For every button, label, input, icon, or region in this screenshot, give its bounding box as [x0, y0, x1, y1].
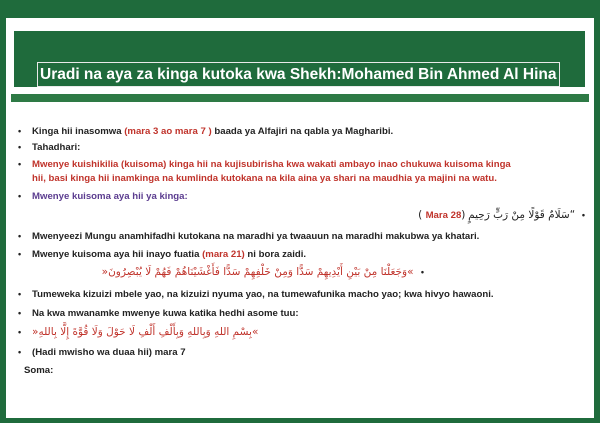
- bismillah-quote-open: «: [251, 326, 259, 338]
- bullet: •: [18, 191, 22, 201]
- salamun-mara-label: Mara 28: [425, 210, 462, 221]
- item-tumeweka: [18, 288, 578, 301]
- item-hifadhi: [18, 230, 578, 243]
- item-warning-cont: [18, 172, 592, 185]
- bismillah-arabic: بِسْمِ اللهِ وَبِاللهِ وَبِأَلْفِ أَلْفِ لَا حَوْلَ وَلَا قُوَّةَ إِلَّا بِاللهِ: [38, 326, 252, 338]
- bullet: •: [18, 249, 22, 259]
- salamun-mara-close: ): [461, 209, 466, 221]
- bullet: •: [18, 347, 22, 357]
- item-bismillah: [18, 326, 578, 339]
- item-mara-21-highlight: (mara 21): [202, 249, 245, 260]
- salamun-quote: “: [569, 209, 576, 221]
- item-tahadhari: [18, 141, 578, 154]
- item-warning-line1: Mwenye kuishikilia (kuisoma) kinga hii na kujisubirisha kwa wakati ambayo inao chukuwa kuisoma kinga: [32, 159, 511, 170]
- item-hifadhi-text: Mwenyeezi Mungu anamhifadhi kutokana na maradhi ya twaauun na maradhi makubwa ya khatari.: [32, 231, 480, 242]
- item-warning: [18, 158, 578, 171]
- item-warning-line2: hii, basi kinga hii inamkinga na kumlinda kutokana na kila aina ya shari na maudhia ya majini na watu.: [32, 173, 497, 184]
- item-kinga-frequency-pre: Kinga hii inasomwa: [32, 126, 125, 137]
- item-hadi-mwisho-text: (Hadi mwisho wa duaa hii) mara 7: [32, 347, 186, 358]
- salamun-mara-open: (: [418, 209, 426, 221]
- bullet: •: [18, 327, 22, 337]
- bullet: •: [18, 308, 22, 318]
- aya-quote-close: »: [101, 266, 109, 278]
- item-hadi-mwisho: [18, 346, 578, 359]
- aya-arabic: وَجَعَلْنَا مِنْ بَيْنِ أَيْدِيهِمْ سَدًّا وَمِنْ خَلْفِهِمْ سَدًّا فَأَغْشَيْنَاهُمْ فَهُمْ لَا يُبْصِرُونَ: [108, 266, 408, 278]
- item-soma-text: Soma:: [24, 365, 54, 376]
- bullet: •: [18, 126, 22, 136]
- bullet: •: [18, 231, 22, 241]
- item-hedhi-text: Na kwa mwanamke mwenye kuwa katika hedhi asome tuu:: [32, 308, 299, 319]
- bullet: •: [581, 210, 585, 220]
- item-mara-21: [18, 248, 578, 261]
- item-tumeweka-text: Tumeweka kizuizi mbele yao, na kizuizi nyuma yao, na tumewafunika macho yao; kwa hivyo hawaoni.: [32, 289, 494, 300]
- item-mara-21-pre: Mwenye kuisoma aya hii inayo fuatia: [32, 249, 203, 260]
- item-kinga-frequency: [18, 125, 578, 138]
- bullet: •: [18, 142, 22, 152]
- item-mara-21-post: ni bora zaidi.: [244, 249, 307, 260]
- page-title: Uradi na aya za kinga kutoka kwa Shekh:Mohamed Bin Ahmed Al Hina: [37, 62, 560, 87]
- item-aya-arabic: [14, 266, 424, 279]
- item-kinga-frequency-highlight: (mara 3 ao mara 7 ): [124, 126, 212, 137]
- salamun-arabic: سَلَامٌ قَوْلًا مِنْ رَبٍّ رَحِيمٍ: [468, 209, 570, 221]
- bullet: •: [18, 159, 22, 169]
- bullet: •: [18, 289, 22, 299]
- item-soma: [24, 364, 584, 377]
- item-mwenye-kuisoma-text: Mwenye kuisoma aya hii ya kinga:: [32, 191, 188, 202]
- item-salamun: [320, 209, 585, 222]
- aya-quote-open: «: [407, 266, 417, 278]
- item-kinga-frequency-post: baada ya Alfajiri na qabla ya Magharibi.: [211, 126, 394, 137]
- item-mwenye-kuisoma: [18, 190, 578, 203]
- item-tahadhari-text: Tahadhari:: [32, 142, 81, 153]
- bismillah-quote-close: »: [32, 326, 39, 338]
- bullet: •: [420, 267, 424, 277]
- item-hedhi: [18, 307, 578, 320]
